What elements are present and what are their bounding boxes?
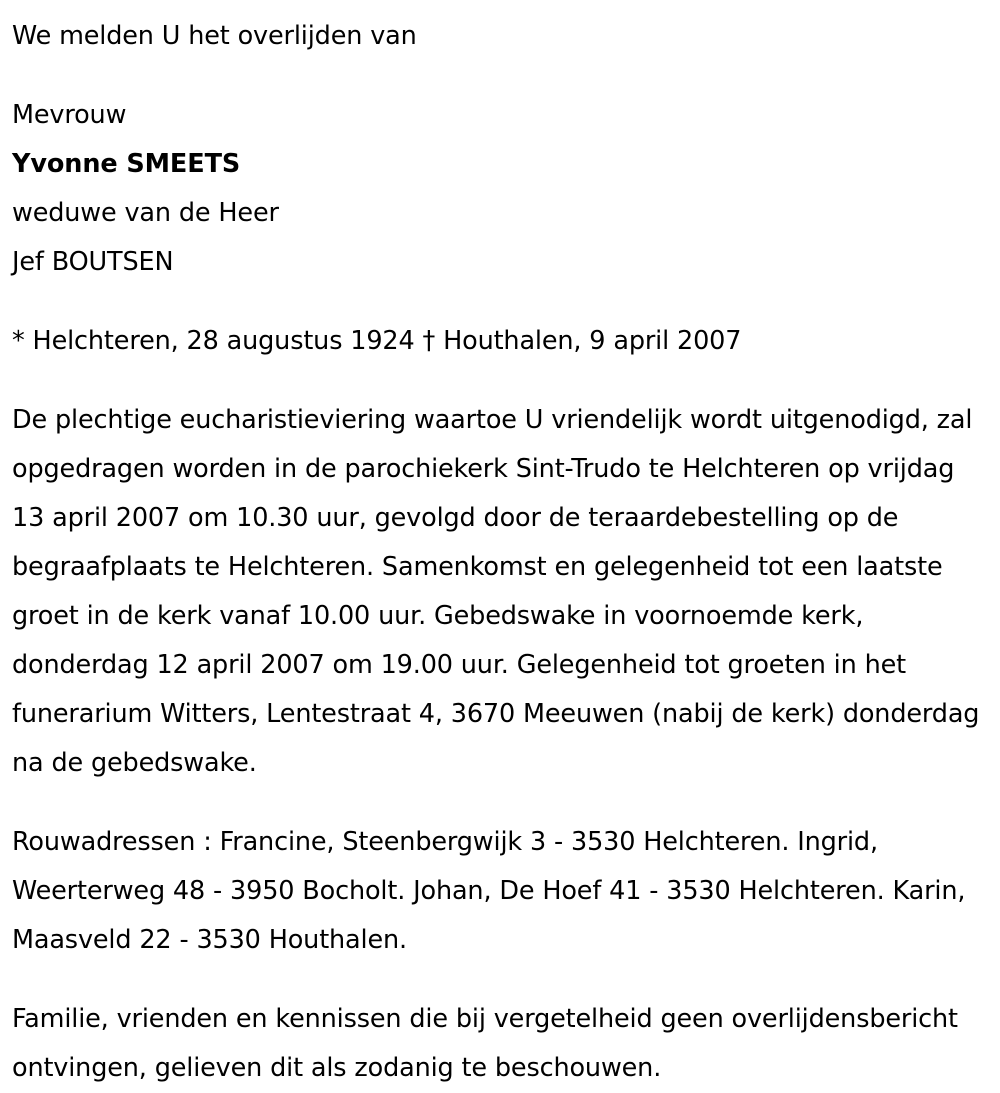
spacer [12, 788, 988, 818]
relation-line: weduwe van de Heer [12, 198, 279, 228]
spacer [12, 61, 988, 91]
closing-paragraph: Familie, vrienden en kennissen die bij vergetelheid geen overlijdensbericht ontvingen, gelieven dit als zodanig te beschouwen. [12, 1004, 966, 1083]
announcement-intro: We melden U het overlijden van [12, 21, 417, 51]
deceased-name: Yvonne SMEETS [12, 149, 241, 179]
spouse-name: Jef BOUTSEN [12, 247, 174, 277]
spacer [12, 287, 988, 317]
birth-death-dates: * Helchteren, 28 augustus 1924 † Houthalen, 9 april 2007 [12, 326, 742, 356]
spacer [12, 366, 988, 396]
service-details-paragraph: De plechtige eucharistieviering waartoe U vriendelijk wordt uitgenodigd, zal opgedragen worden in de parochiekerk Sint-Trudo te Helchteren op vrijdag 13 april 2007 om 10.30 uur, gevolgd door de teraardebestelling op de begraafplaats te Helchteren. Samenkomst en gelegenheid tot een laatste groet in de kerk vanaf 10.00 uur. Gebedswake in voornoemde kerk, donderdag 12 april 2007 om 19.00 uur. Gelegenheid tot groeten in het funerarium Witters, Lentestraat 4, 3670 Meeuwen (nabij de kerk) donderdag na de gebedswake. [12, 405, 988, 778]
spacer [12, 965, 988, 995]
mourning-addresses-paragraph: Rouwadressen : Francine, Steenbergwijk 3 - 3530 Helchteren. Ingrid, Weerterweg 48 - 3950 Bocholt. Johan, De Hoef 41 - 3530 Helchteren. Karin, Maasveld 22 - 3530 Houthalen. [12, 827, 974, 955]
salutation: Mevrouw [12, 100, 127, 130]
